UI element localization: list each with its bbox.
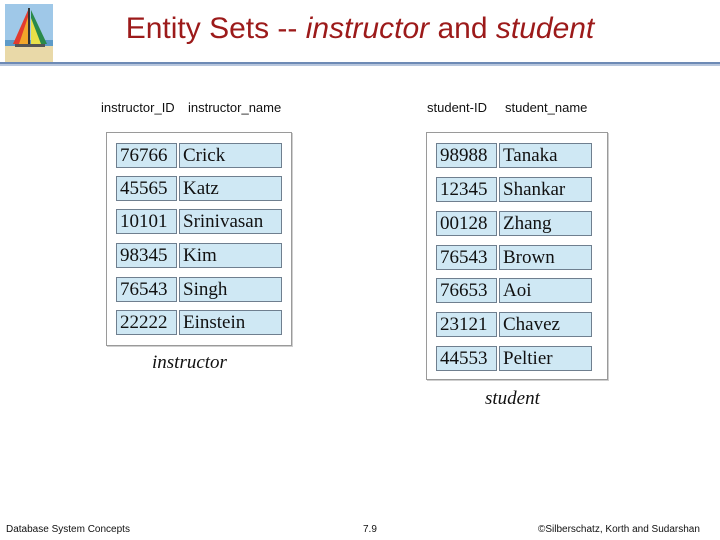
table-row [116, 243, 282, 268]
footer-right: ©Silberschatz, Korth and Sudarshan [538, 524, 700, 535]
title-part1: Entity Sets -- [125, 12, 306, 45]
instructor-id-cell: 76543 [116, 277, 177, 302]
student-id-cell: 98988 [436, 143, 497, 168]
instructor-name-cell: Srinivasan [179, 209, 282, 234]
student-id-cell: 12345 [436, 177, 497, 202]
student-id-cell: 00128 [436, 211, 497, 236]
instructor-name-cell: Einstein [179, 310, 282, 335]
table-row [436, 245, 592, 270]
student-name-cell: Shankar [499, 177, 592, 202]
student-caption: student [485, 388, 540, 409]
title-part4: student [495, 12, 595, 45]
page-title [0, 12, 720, 46]
instructor-id-cell: 10101 [116, 209, 177, 234]
footer-page-number: 7.9 [363, 524, 377, 535]
student-name-cell: Tanaka [499, 143, 592, 168]
student-name-cell: Brown [499, 245, 592, 270]
table-row [116, 310, 282, 335]
instructor-id-cell: 98345 [116, 243, 177, 268]
title-part2: instructor [305, 12, 430, 45]
title-divider [0, 62, 720, 66]
student-name-cell: Peltier [499, 346, 592, 371]
student-id-header: student-ID [427, 100, 487, 115]
student-name-cell: Zhang [499, 211, 592, 236]
table-row [436, 177, 592, 202]
instructor-id-cell: 76766 [116, 143, 177, 168]
table-row [116, 143, 282, 168]
table-row [116, 277, 282, 302]
student-name-cell: Aoi [499, 278, 592, 303]
title-part3: and [429, 12, 496, 45]
instructor-id-header: instructor_ID [101, 100, 175, 115]
student-name-header: student_name [505, 100, 588, 115]
student-id-cell: 76653 [436, 278, 497, 303]
instructor-name-cell: Kim [179, 243, 282, 268]
instructor-name-cell: Katz [179, 176, 282, 201]
instructor-id-cell: 22222 [116, 310, 177, 335]
instructor-table [106, 132, 292, 346]
instructor-name-cell: Singh [179, 277, 282, 302]
instructor-id-cell: 45565 [116, 176, 177, 201]
table-row [436, 278, 592, 303]
instructor-name-cell: Crick [179, 143, 282, 168]
student-id-cell: 44553 [436, 346, 497, 371]
student-id-cell: 23121 [436, 312, 497, 337]
instructor-caption: instructor [152, 352, 227, 373]
student-table [426, 132, 608, 380]
table-row [436, 346, 592, 371]
table-row [116, 176, 282, 201]
student-name-cell: Chavez [499, 312, 592, 337]
footer-left: Database System Concepts [6, 524, 130, 535]
table-row [116, 209, 282, 234]
student-id-cell: 76543 [436, 245, 497, 270]
instructor-name-header: instructor_name [188, 100, 282, 115]
table-row [436, 312, 592, 337]
table-row [436, 211, 592, 236]
table-row [436, 143, 592, 168]
